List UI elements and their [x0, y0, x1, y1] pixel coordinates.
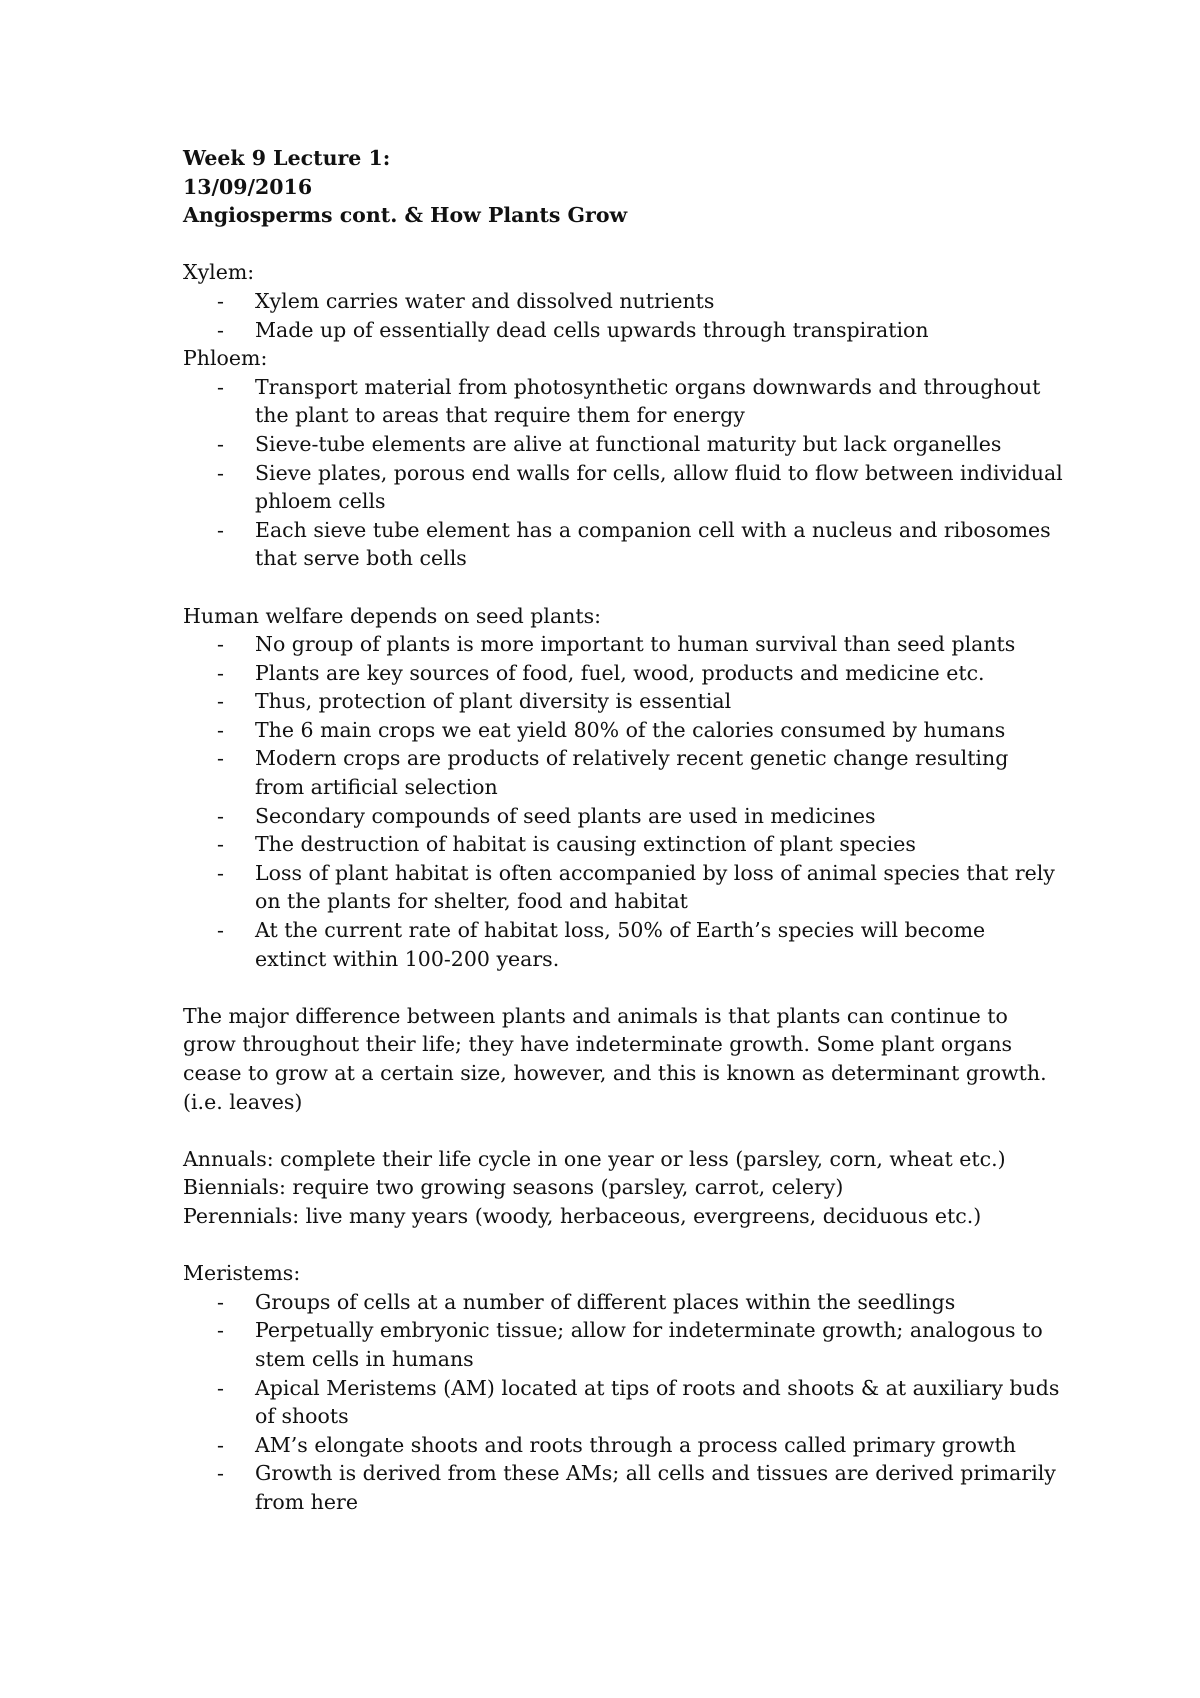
list-item: - Growth is derived from these AMs; all cells and tissues are derived primarily from here — [217, 1461, 1056, 1514]
list-item: - The destruction of habitat is causing extinction of plant species — [183, 830, 1063, 859]
document-page — [183, 144, 1063, 1517]
dash-marker: - — [217, 632, 224, 657]
dash-marker: - — [217, 803, 224, 828]
perennials-line: Perennials: live many years (woody, herbaceous, evergreens, deciduous etc.) — [183, 1203, 982, 1228]
dash-marker: - — [217, 1289, 224, 1314]
dash-marker: - — [217, 1375, 224, 1400]
dash-marker: - — [217, 517, 224, 542]
meristems-heading: Meristems: — [183, 1261, 301, 1286]
list-item: - AM’s elongate shoots and roots through a process called primary growth — [183, 1431, 1063, 1460]
phloem-heading: Phloem: — [183, 346, 268, 371]
list-item: - Transport material from photosynthetic organs downwards and throughout the plant to areas that require them for energy — [217, 374, 1041, 428]
list-item: - Perpetually embryonic tissue; allow for indeterminate growth; analogous to stem cells in humans — [217, 1318, 1043, 1371]
biennials-line: Biennials: require two growing seasons (parsley, carrot, celery) — [183, 1175, 844, 1200]
list-item: - Plants are key sources of food, fuel, wood, products and medicine etc. — [183, 659, 1063, 688]
lecture-topic: Angiosperms cont. & How Plants Grow — [183, 203, 628, 228]
list-item: - Each sieve tube element has a companion cell with a nucleus and ribosomes that serve both cells — [217, 517, 1051, 571]
spacer — [183, 1116, 1063, 1145]
list-item: - Loss of plant habitat is often accompanied by loss of animal species that rely on the plants for shelter, food and habitat — [217, 860, 1055, 914]
dash-marker: - — [217, 317, 224, 342]
dash-marker: - — [217, 1432, 224, 1457]
xylem-list — [183, 287, 1063, 344]
list-item: - Apical Meristems (AM) located at tips of roots and shoots & at auxiliary buds of shoots — [217, 1375, 1060, 1429]
list-item: - At the current rate of habitat loss, 50% of Earth’s species will become extinct within 100-200 years. — [217, 918, 986, 971]
spacer — [183, 973, 1063, 1002]
growth-paragraph: The major difference between plants and animals is that plants can continue to grow throughout their life; they have indeterminate growth. Some plant organs cease to grow at a certain size, however, and this is known as determinant growth. (i.e. leaves) — [183, 1003, 1047, 1114]
dash-marker: - — [217, 288, 224, 313]
dash-marker: - — [217, 1318, 224, 1343]
spacer — [183, 1231, 1063, 1260]
welfare-list — [183, 630, 1063, 973]
list-item: - Thus, protection of plant diversity is essential — [183, 687, 1063, 716]
list-item: - The 6 main crops we eat yield 80% of the calories consumed by humans — [183, 716, 1063, 745]
xylem-heading: Xylem: — [183, 260, 255, 285]
spacer — [183, 573, 1063, 602]
list-item: - Sieve-tube elements are alive at functional maturity but lack organelles — [183, 430, 1063, 459]
dash-marker: - — [217, 860, 224, 885]
list-item: - Groups of cells at a number of different places within the seedlings — [183, 1288, 1063, 1317]
welfare-heading: Human welfare depends on seed plants: — [183, 603, 602, 628]
dash-marker: - — [217, 832, 224, 857]
spacer — [183, 230, 1063, 259]
dash-marker: - — [217, 660, 224, 685]
dash-marker: - — [217, 460, 224, 485]
dash-marker: - — [217, 717, 224, 742]
list-item: - Made up of essentially dead cells upwards through transpiration — [183, 316, 1063, 345]
meristems-list — [183, 1288, 1063, 1517]
list-item: - No group of plants is more important to human survival than seed plants — [183, 630, 1063, 659]
phloem-list — [183, 373, 1063, 573]
list-item: - Secondary compounds of seed plants are used in medicines — [183, 802, 1063, 831]
dash-marker: - — [217, 746, 224, 771]
dash-marker: - — [217, 1461, 224, 1486]
list-item: - Modern crops are products of relatively recent genetic change resulting from artificial selection — [217, 746, 1009, 800]
list-item: - Sieve plates, porous end walls for cells, allow fluid to flow between individual phloem cells — [217, 460, 1063, 514]
lecture-title: Week 9 Lecture 1: — [183, 146, 391, 170]
dash-marker: - — [217, 918, 224, 943]
dash-marker: - — [217, 689, 224, 714]
annuals-line: Annuals: complete their life cycle in one year or less (parsley, corn, wheat etc.) — [183, 1146, 1006, 1171]
list-item: - Xylem carries water and dissolved nutrients — [183, 287, 1063, 316]
dash-marker: - — [217, 374, 224, 399]
lecture-date: 13/09/2016 — [183, 174, 313, 199]
dash-marker: - — [217, 431, 224, 456]
